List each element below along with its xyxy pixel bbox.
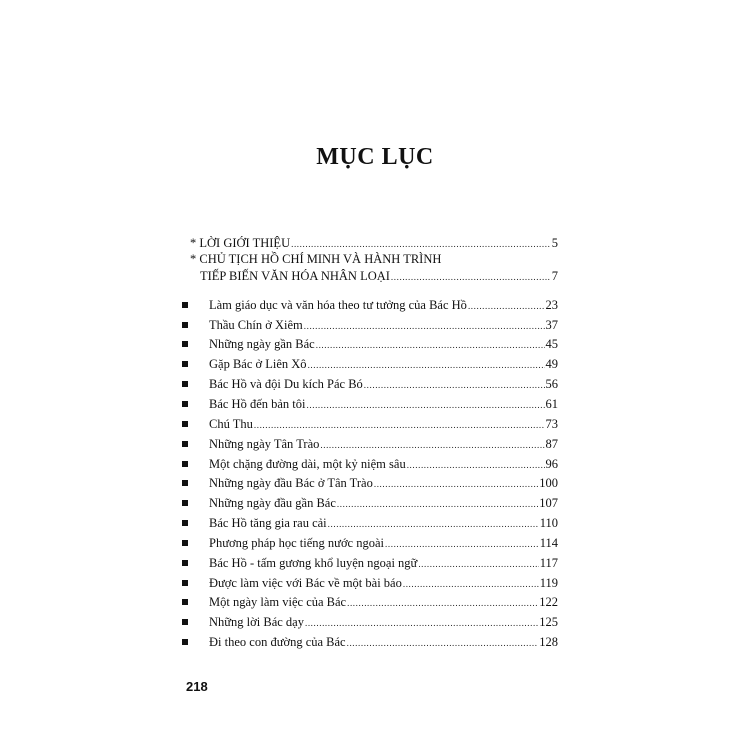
bullet-icon bbox=[182, 520, 188, 526]
dot-leader bbox=[468, 297, 545, 315]
toc-entry-page: 100 bbox=[539, 476, 558, 490]
toc-entry-page: 110 bbox=[539, 516, 558, 530]
toc-entry-title: Những lời Bác dạy bbox=[209, 615, 304, 629]
toc-entry-page: 128 bbox=[539, 635, 558, 649]
toc-entry[interactable] bbox=[209, 514, 558, 532]
toc-entry[interactable] bbox=[209, 593, 558, 611]
toc-entry-page: 87 bbox=[545, 437, 558, 451]
toc-entry-title: * LỜI GIỚI THIỆU bbox=[190, 236, 291, 250]
toc-entry-title: Chú Thu bbox=[209, 417, 253, 431]
toc-entry-title: Bác Hồ và đội Du kích Pác Bó bbox=[209, 377, 363, 391]
bullet-icon bbox=[182, 480, 188, 486]
dot-leader bbox=[385, 535, 539, 553]
page-number: 218 bbox=[186, 679, 208, 694]
toc-entry[interactable] bbox=[209, 395, 558, 413]
dot-leader bbox=[328, 515, 539, 533]
toc-entry-page: 23 bbox=[545, 298, 558, 312]
toc-entry-title: Những ngày gần Bác bbox=[209, 337, 315, 351]
toc-entry-title: Bác Hồ đến bản tôi bbox=[209, 397, 306, 411]
dot-leader bbox=[305, 614, 538, 632]
dot-leader bbox=[316, 336, 545, 354]
toc-entry[interactable] bbox=[209, 494, 558, 512]
toc-entry-page: 107 bbox=[539, 496, 558, 510]
page-title: MỤC LỤC bbox=[316, 144, 434, 170]
toc-entry[interactable] bbox=[209, 296, 558, 314]
toc-entry[interactable] bbox=[209, 335, 558, 353]
toc-entry-page: 37 bbox=[545, 318, 558, 332]
dot-leader bbox=[364, 376, 545, 394]
toc-entry[interactable] bbox=[209, 415, 558, 433]
dot-leader bbox=[347, 594, 538, 612]
toc-entry[interactable] bbox=[209, 554, 558, 572]
bullet-icon bbox=[182, 341, 188, 347]
toc-entry-title: Bác Hồ - tấm gương khổ luyện ngoại ngữ bbox=[209, 556, 418, 570]
toc-entry-title: Được làm việc với Bác về một bài báo bbox=[209, 576, 402, 590]
dot-leader bbox=[403, 575, 539, 593]
toc-entry-title: Gặp Bác ở Liên Xô bbox=[209, 357, 307, 371]
bullet-icon bbox=[182, 421, 188, 427]
bullet-icon bbox=[182, 639, 188, 645]
toc-entry-page: 5 bbox=[551, 236, 558, 250]
toc-entry[interactable] bbox=[209, 574, 558, 592]
toc-entry-title: * CHỦ TỊCH HỒ CHÍ MINH VÀ HÀNH TRÌNH bbox=[190, 252, 442, 266]
toc-entry-title: Phương pháp học tiếng nước ngoài bbox=[209, 536, 385, 550]
toc-entry[interactable] bbox=[209, 474, 558, 492]
toc-entry[interactable] bbox=[209, 375, 558, 393]
toc-entry-title: Những ngày đầu Bác ở Tân Trào bbox=[209, 476, 373, 490]
bullet-icon bbox=[182, 619, 188, 625]
bullet-icon bbox=[182, 461, 188, 467]
toc-entry-hcm-line1[interactable] bbox=[190, 250, 441, 268]
toc-entry-title: TIẾP BIẾN VĂN HÓA NHÂN LOẠI bbox=[200, 269, 390, 283]
toc-entry-title: Một ngày làm việc của Bác bbox=[209, 595, 347, 609]
toc-entry[interactable] bbox=[209, 455, 558, 473]
toc-entry[interactable] bbox=[209, 613, 558, 631]
toc-entry-hcm-line2[interactable] bbox=[200, 267, 558, 285]
bullet-icon bbox=[182, 322, 188, 328]
toc-entry[interactable] bbox=[209, 633, 558, 651]
bullet-icon bbox=[182, 580, 188, 586]
toc-entry-page: 49 bbox=[545, 357, 558, 371]
toc-entry-page: 122 bbox=[539, 595, 558, 609]
bullet-icon bbox=[182, 540, 188, 546]
dot-leader bbox=[374, 475, 538, 493]
toc-entry-page: 114 bbox=[539, 536, 558, 550]
toc-entry[interactable] bbox=[209, 316, 558, 334]
dot-leader bbox=[308, 356, 545, 374]
toc-entry-page: 119 bbox=[539, 576, 558, 590]
dot-leader bbox=[320, 436, 544, 454]
toc-entry-page: 56 bbox=[545, 377, 558, 391]
toc-entry-title: Thầu Chín ở Xiêm bbox=[209, 318, 303, 332]
bullet-icon bbox=[182, 560, 188, 566]
toc-entry-page: 7 bbox=[551, 269, 558, 283]
toc-entry-title: Đi theo con đường của Bác bbox=[209, 635, 346, 649]
bullet-icon bbox=[182, 361, 188, 367]
toc-entry-title: Những ngày Tân Trào bbox=[209, 437, 320, 451]
toc-entry-page: 73 bbox=[545, 417, 558, 431]
dot-leader bbox=[391, 268, 551, 286]
toc-entry-page: 125 bbox=[539, 615, 558, 629]
dot-leader bbox=[337, 495, 538, 513]
toc-entry-title: Một chặng đường dài, một kỷ niệm sâu bbox=[209, 457, 406, 471]
toc-entry-page: 96 bbox=[545, 457, 558, 471]
toc-entry[interactable] bbox=[209, 534, 558, 552]
toc-entry-page: 117 bbox=[539, 556, 558, 570]
toc-entry[interactable] bbox=[209, 355, 558, 373]
bullet-icon bbox=[182, 401, 188, 407]
bullet-icon bbox=[182, 599, 188, 605]
toc-entry-page: 61 bbox=[545, 397, 558, 411]
toc-entry-title: Những ngày đầu gần Bác bbox=[209, 496, 336, 510]
toc-entry-title: Bác Hồ tăng gia rau cải bbox=[209, 516, 327, 530]
toc-entry-title: Làm giáo dục và văn hóa theo tư tưởng của Bác Hồ bbox=[209, 298, 467, 312]
bullet-icon bbox=[182, 441, 188, 447]
dot-leader bbox=[407, 456, 545, 474]
toc-entry-page: 45 bbox=[545, 337, 558, 351]
dot-leader bbox=[307, 396, 545, 414]
dot-leader bbox=[418, 555, 538, 573]
bullet-icon bbox=[182, 381, 188, 387]
toc-entry[interactable] bbox=[209, 435, 558, 453]
dot-leader bbox=[304, 317, 545, 335]
dot-leader bbox=[254, 416, 545, 434]
dot-leader bbox=[347, 634, 539, 652]
bullet-icon bbox=[182, 302, 188, 308]
bullet-icon bbox=[182, 500, 188, 506]
